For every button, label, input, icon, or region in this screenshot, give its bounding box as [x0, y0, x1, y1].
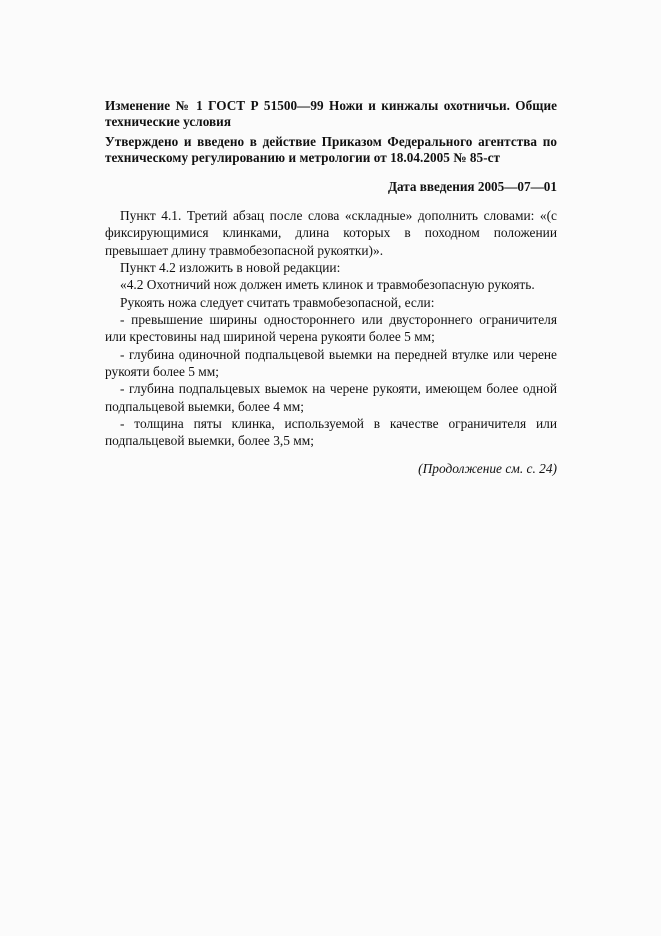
paragraph-clause-4-2-text: «4.2 Охотничий нож должен иметь клинок и травмобезопасную рукоять. — [120, 277, 535, 293]
paragraph-clause-4-2-intro: Пункт 4.2 изложить в новой редакции: — [120, 260, 341, 276]
amendment-body — [105, 207, 557, 450]
approval-statement: Утверждено и введено в действие Приказом Федерального агентства по техническому регулированию и метрологии от 18.04.2005 № 85-ст — [105, 134, 557, 165]
effective-date: Дата введения 2005—07—01 — [387, 179, 557, 194]
document-page — [105, 98, 557, 477]
paragraph-safe-handle-condition: Рукоять ножа следует считать травмобезопасной, если: — [120, 294, 435, 310]
list-item-single-finger-groove: - глубина одиночной подпальцевой выемки на передней втулке или черене рукояти более 5 мм; — [105, 346, 557, 380]
paragraph-clause-4-1: Пункт 4.1. Третий абзац после слова «складные» дополнить словами: «(с фиксирующимися клинками, длина которых в походном положении превышает длину травмобезопасной рукоятки)». — [105, 208, 557, 258]
list-item-multiple-finger-grooves: - глубина подпальцевых выемок на черене рукояти, имеющем более одной подпальцевой выемки, более 4 мм; — [105, 381, 557, 414]
continuation-note: (Продолжение см. с. 24) — [418, 460, 557, 476]
list-item-guard-width: - превышение ширины одностороннего или двустороннего ограничителя или крестовины над шириной черена рукояти более 5 мм; — [105, 312, 557, 345]
list-item-blade-heel-thickness: - толщина пяты клинка, используемой в качестве ограничителя или подпальцевой выемки, более 3,5 мм; — [105, 416, 557, 449]
document-title: Изменение № 1 ГОСТ Р 51500—99 Ножи и кинжалы охотничьи. Общие технические условия — [105, 98, 557, 129]
